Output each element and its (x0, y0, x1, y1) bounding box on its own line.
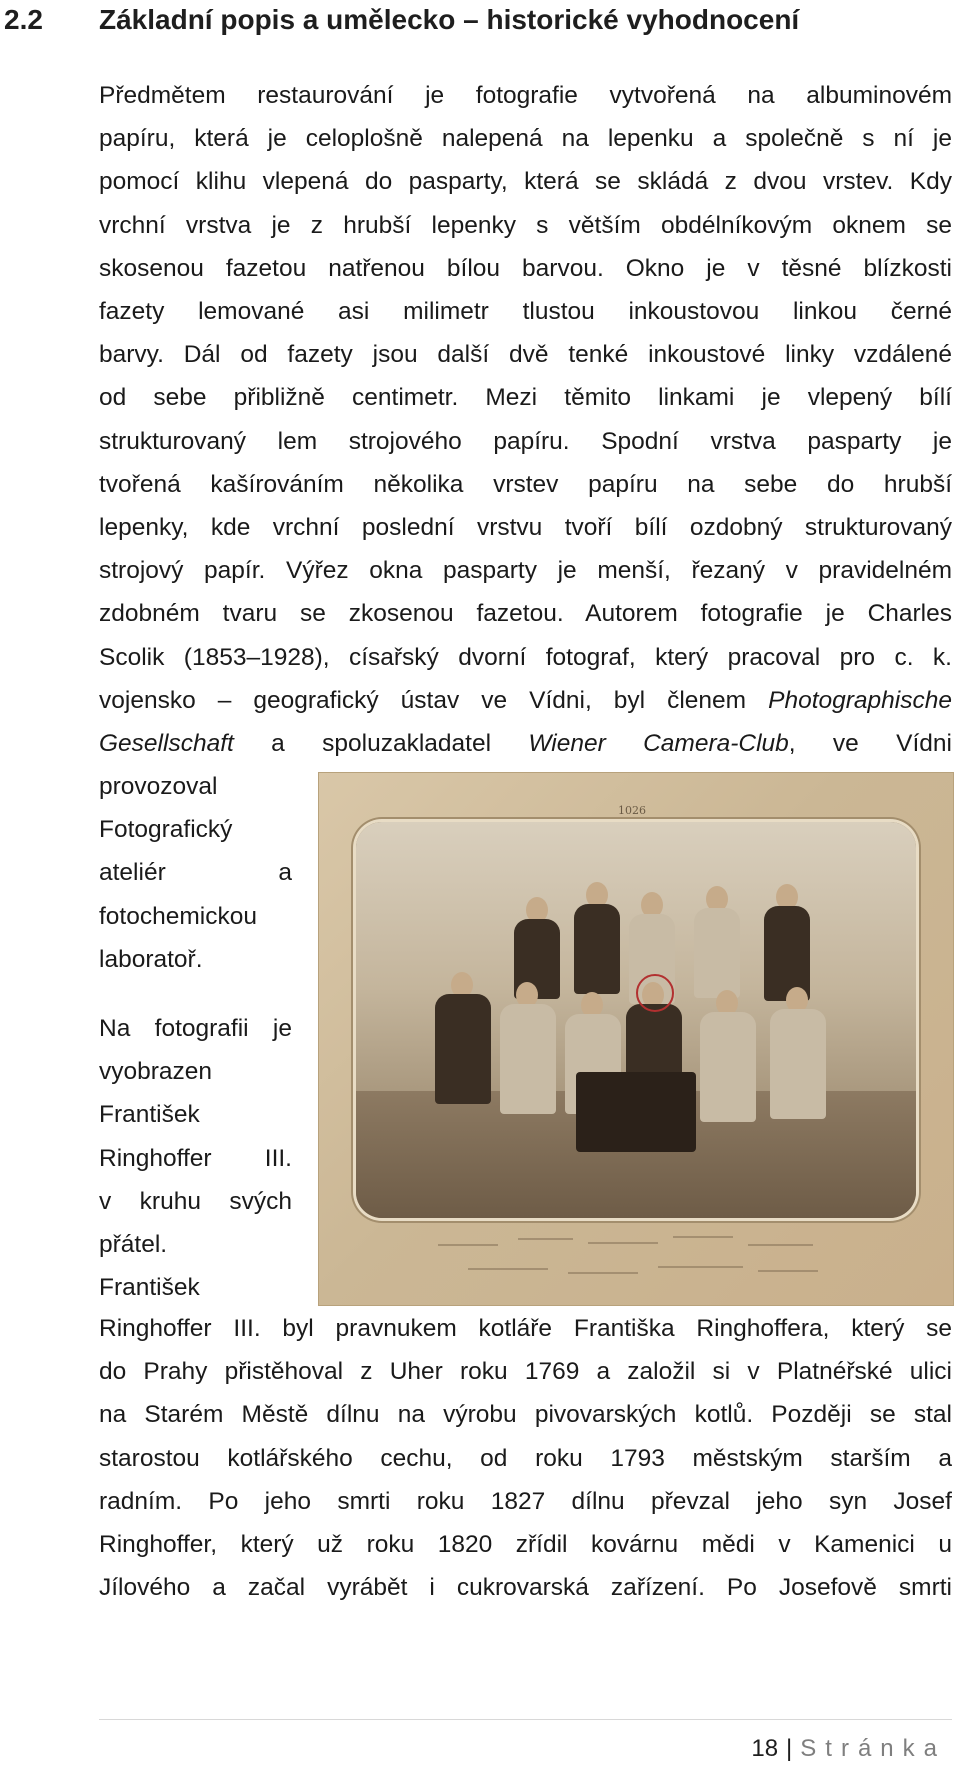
photo-window (356, 822, 916, 1218)
text-segment: a spoluzakladatel (271, 730, 492, 758)
page-number: 18 (751, 1735, 779, 1762)
handwritten-signature (438, 1244, 498, 1246)
handwritten-signature (658, 1266, 743, 1268)
text-line: na Starém Městě dílnu na výrobu pivovarských kotlů. Později se stal (99, 1401, 952, 1429)
table (576, 1072, 696, 1152)
handwritten-signature (568, 1272, 638, 1274)
text-line: Ringhoffer III. (99, 1144, 292, 1172)
footer-divider (99, 1719, 952, 1720)
text-line: Jílového a začal vyrábět i cukrovarská zařízení. Po Josefově smrti (99, 1574, 952, 1602)
text-line: tvořená kašírováním několika vrstev papíru na sebe do hrubší (99, 470, 952, 498)
text-segment: vojensko – geografický ústav ve Vídni, byl členem (99, 686, 747, 714)
text-line: barvy. Dál od fazety jsou další dvě tenké inkoustové linky vzdálené (99, 341, 952, 369)
text-line: Předmětem restaurování je fotografie vytvořená na albuminovém (99, 82, 952, 109)
text-line: skosenou fazetou natřenou bílou barvou. Okno je v těsné blízkosti (99, 254, 952, 282)
text-line: Scolik (1853–1928), císařský dvorní fotograf, který pracoval pro c. k. (99, 643, 952, 671)
paragraph-ringhoffer (99, 1307, 952, 1609)
text-line: do Prahy přistěhoval z Uher roku 1769 a založil si v Platnéřské ulici (99, 1358, 952, 1386)
text-line: Na fotografii je (99, 1015, 292, 1042)
text-line: zdobném tvaru se zkosenou fazetou. Autorem fotografie je Charles (99, 600, 952, 628)
handwritten-signature (758, 1270, 818, 1272)
text-line: Fotografický (99, 816, 233, 844)
footer-separator: | (786, 1735, 793, 1762)
text-line: starostou kotlářského cechu, od roku 1793 městským starším a (99, 1444, 952, 1472)
text-line: strojový papír. Výřez okna pasparty je menší, řezaný v pravidelném (99, 557, 952, 585)
text-segment: , ve Vídni (788, 730, 952, 758)
text-line: Ringhoffer, který už roku 1820 zřídil kovárnu mědi v Kamenici u (99, 1531, 952, 1559)
text-line: vrchní vrstva je z hrubší lepenky s větším obdélníkovým oknem se (99, 211, 952, 239)
text-line: František (99, 1101, 200, 1129)
section-heading (4, 0, 944, 40)
text-line: vyobrazen (99, 1058, 213, 1086)
paragraph-intro (99, 74, 952, 765)
text-line: přátel. (99, 1231, 168, 1259)
italic-society-name: Photographische (768, 686, 952, 714)
text-line: fotochemickou (99, 902, 257, 930)
text-line: pomocí klihu vlepená do pasparty, která se skládá z dvou vrstev. Kdy (99, 168, 952, 196)
footer-page-word: Stránka (800, 1735, 946, 1762)
handwritten-signature (748, 1244, 813, 1246)
text-line (99, 722, 952, 765)
text-line (99, 679, 952, 722)
text-line: papíru, která je celoplošně nalepená na lepenku a společně s ní je (99, 125, 952, 153)
text-line: radním. Po jeho smrti roku 1827 dílnu převzal jeho syn Josef (99, 1487, 952, 1515)
text-line: strukturovaný lem strojového papíru. Spodní vrstva pasparty je (99, 427, 952, 455)
left-column-text-1 (99, 765, 292, 981)
text-line: fazety lemované asi milimetr tlustou inkoustovou linkou černé (99, 298, 952, 326)
handwritten-signature (588, 1242, 658, 1244)
italic-club-name: Wiener Camera-Club (528, 730, 789, 758)
text-line: Ringhoffer III. byl pravnukem kotláře Františka Ringhoffera, který se (99, 1315, 952, 1342)
page-footer (751, 1731, 946, 1767)
text-line: provozoval (99, 773, 218, 800)
section-title: Základní popis a umělecko – historické vyhodnocení (99, 4, 800, 35)
text-line: ateliér a (99, 859, 292, 887)
handwritten-signature (518, 1238, 573, 1240)
photo-top-mark: 1026 (618, 804, 646, 817)
left-column-text-2 (99, 1007, 292, 1309)
text-line: lepenky, kde vrchní poslední vrstvu tvoří bílí ozdobný strukturovaný (99, 514, 952, 542)
handwritten-signature (673, 1236, 733, 1238)
text-line: od sebe přibližně centimetr. Mezi těmito linkami je vlepený bílí (99, 384, 952, 412)
text-line: laboratoř. (99, 945, 203, 973)
handwritten-signature (468, 1268, 548, 1270)
section-number: 2.2 (4, 4, 43, 35)
text-line: František (99, 1274, 200, 1302)
text-line: v kruhu svých (99, 1187, 292, 1215)
historical-group-photograph (318, 772, 954, 1306)
highlight-circle (636, 974, 674, 1012)
italic-society-name: Gesellschaft (99, 730, 234, 758)
